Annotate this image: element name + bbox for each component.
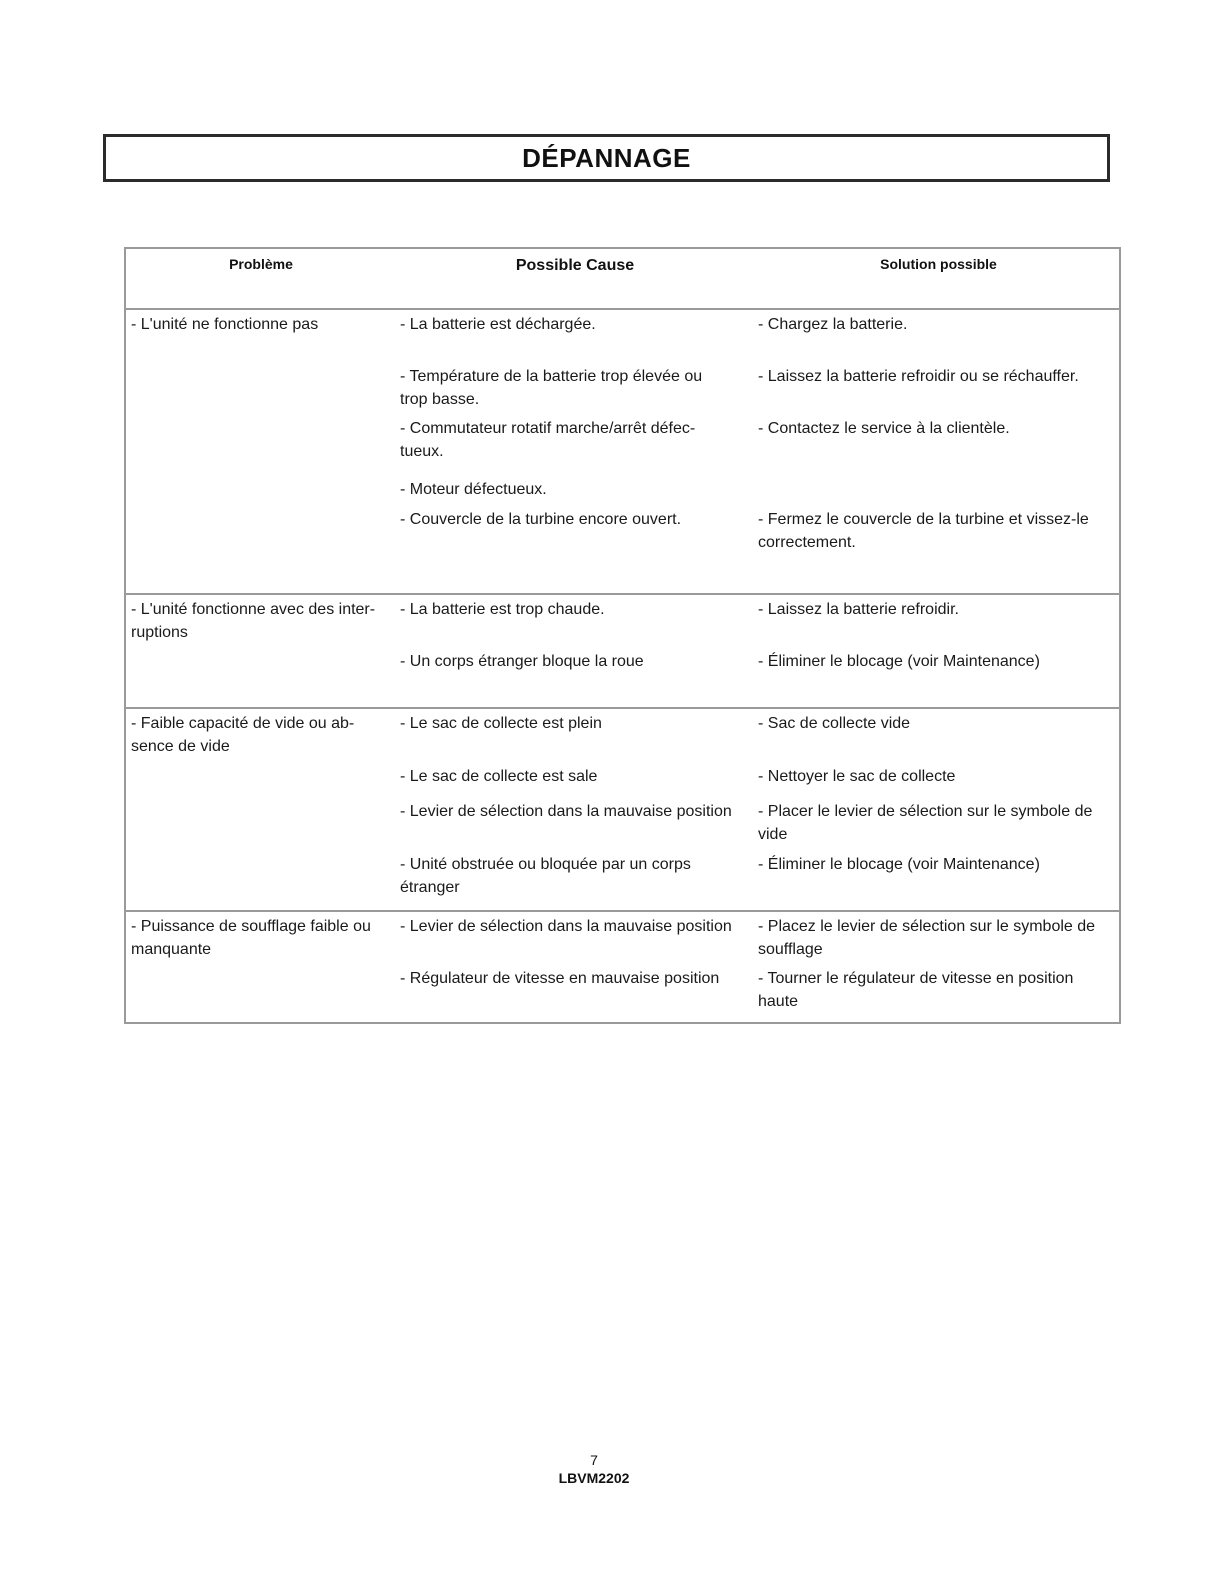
cause-cell: - Commutateur rotatif marche/arrêt défec-tueux. <box>400 420 696 460</box>
cause-cell: - Couvercle de la turbine encore ouvert. <box>400 511 682 528</box>
title-box <box>103 134 1110 182</box>
troubleshooting-table <box>124 247 1121 1024</box>
cause-cell: - La batterie est déchargée. <box>400 316 596 333</box>
cause-cell: - La batterie est trop chaude. <box>400 601 605 618</box>
row-divider <box>126 593 1119 595</box>
solution-cell: - Chargez la batterie. <box>758 316 908 333</box>
cause-cell: - Unité obstruée ou bloquée par un corps étranger <box>400 856 691 896</box>
solution-cell: - Tourner le régulateur de vitesse en position haute <box>758 970 1074 1010</box>
problem-cell: - L'unité fonctionne avec des inter-ruptions <box>131 601 376 641</box>
cause-cell: - Levier de sélection dans la mauvaise position <box>400 803 732 820</box>
cause-cell: - Le sac de collecte est plein <box>400 715 602 732</box>
problem-cell: - Puissance de soufflage faible ou manquante <box>131 918 371 958</box>
row-divider <box>126 707 1119 709</box>
solution-cell: - Éliminer le blocage (voir Maintenance) <box>758 856 1040 873</box>
solution-cell: - Fermez le couvercle de la turbine et vissez-le correctement. <box>758 511 1089 551</box>
solution-cell: - Contactez le service à la clientèle. <box>758 420 1010 437</box>
solution-cell: - Laissez la batterie refroidir ou se réchauffer. <box>758 368 1079 385</box>
cause-cell: - Moteur défectueux. <box>400 481 547 498</box>
problem-cell: - Faible capacité de vide ou ab-sence de vide <box>131 715 355 755</box>
header-divider <box>126 308 1119 310</box>
solution-cell: - Laissez la batterie refroidir. <box>758 601 959 618</box>
model-number: LBVM2202 <box>558 1470 630 1486</box>
row-divider <box>126 910 1119 912</box>
cause-cell: - Température de la batterie trop élevée ou trop basse. <box>400 368 703 408</box>
cause-cell: - Le sac de collecte est sale <box>400 768 598 785</box>
header-cause: Possible Cause <box>515 257 635 274</box>
header-solution: Solution possible <box>880 256 997 272</box>
page-number: 7 <box>590 1452 598 1468</box>
solution-cell: - Placez le levier de sélection sur le symbole de soufflage <box>758 918 1096 958</box>
header-problem: Problème <box>229 256 293 272</box>
solution-cell: - Éliminer le blocage (voir Maintenance) <box>758 653 1040 670</box>
solution-cell: - Nettoyer le sac de collecte <box>758 768 956 785</box>
cause-cell: - Un corps étranger bloque la roue <box>400 653 644 670</box>
cause-cell: - Régulateur de vitesse en mauvaise position <box>400 970 720 987</box>
problem-cell: - L'unité ne fonctionne pas <box>131 316 319 333</box>
cause-cell: - Levier de sélection dans la mauvaise position <box>400 918 732 935</box>
solution-cell: - Sac de collecte vide <box>758 715 911 732</box>
page-title: DÉPANNAGE <box>522 142 691 173</box>
solution-cell: - Placer le levier de sélection sur le symbole de vide <box>758 803 1093 843</box>
